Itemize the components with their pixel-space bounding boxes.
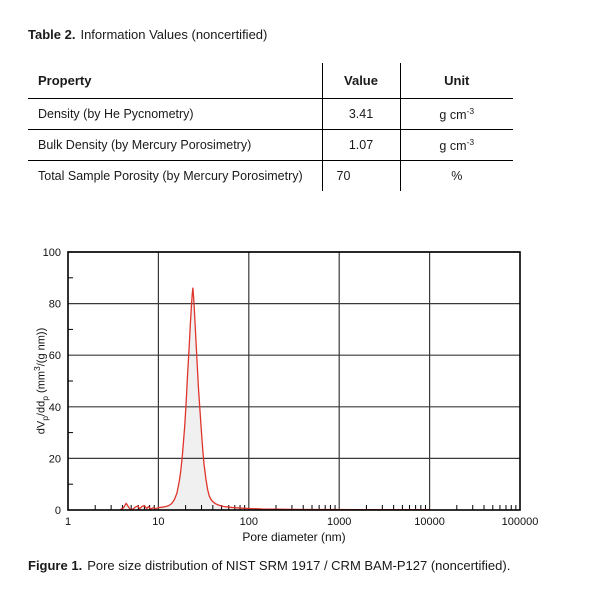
- x-axis-title: Pore diameter (nm): [242, 530, 346, 544]
- value-cell: 1.07: [322, 130, 400, 161]
- y-axis-title-part: (mm: [35, 370, 48, 397]
- y-axis-title-sup: 3: [32, 366, 42, 371]
- y-tick-label: 40: [48, 401, 61, 414]
- table-title-number: Table 2.: [28, 27, 76, 42]
- property-cell: Bulk Density (by Mercury Porosimetry): [28, 130, 322, 161]
- x-tick-label: 100: [239, 516, 258, 528]
- y-tick-label: 100: [42, 247, 61, 259]
- y-tick-label: 60: [48, 350, 61, 363]
- y-tick-label: 20: [48, 453, 61, 466]
- y-tick-label: 80: [48, 298, 61, 311]
- plot-border: [68, 252, 520, 510]
- y-axis-title-sub: p: [39, 396, 50, 401]
- figure-caption: [28, 558, 598, 573]
- curve-fill: [120, 288, 429, 510]
- unit-cell: g $cm^{-3}$: [400, 130, 513, 161]
- table-header-row: [28, 63, 513, 99]
- table-title: [28, 27, 267, 42]
- y-axis-title-part: dV: [35, 420, 48, 435]
- table-row: [28, 130, 513, 161]
- col-header-property: Property: [28, 63, 322, 99]
- table-row: [28, 99, 513, 130]
- figure-chart: [30, 235, 578, 550]
- y-axis-title-part: /(g nm)): [35, 327, 48, 367]
- col-header-unit: Unit: [400, 63, 513, 99]
- x-tick-label: 10: [152, 516, 165, 528]
- figure-caption-text: Pore size distribution of NIST SRM 1917 / CRM BAM-P127 (noncertified).: [87, 558, 511, 573]
- x-tick-label: 1000: [326, 516, 352, 528]
- x-tick-label: 1: [64, 516, 72, 528]
- col-header-value: Value: [322, 63, 400, 99]
- curve-line: [120, 288, 429, 510]
- table-row: [28, 161, 513, 192]
- value-cell: 3.41: [322, 99, 400, 130]
- unit-cell: g $cm^{-3}$: [400, 99, 513, 130]
- info-values-table: [28, 63, 513, 191]
- y-axis-title-sub: p: [39, 416, 50, 421]
- x-tick-label: 10000: [414, 516, 445, 528]
- unit-cell: %: [400, 161, 513, 192]
- property-cell: Density (by He Pycnometry): [28, 99, 322, 130]
- x-tick-label: 100000: [501, 516, 539, 528]
- property-cell: Total Sample Porosity (by Mercury Porosimetry): [28, 161, 322, 192]
- figure-caption-number: Figure 1.: [28, 558, 83, 573]
- y-tick-label: 0: [54, 505, 61, 517]
- value-cell: 70: [322, 161, 400, 192]
- pore-size-chart: [30, 235, 578, 550]
- table-title-text: Information Values (noncertified): [80, 27, 268, 42]
- y-axis-title-part: /dd: [35, 400, 48, 417]
